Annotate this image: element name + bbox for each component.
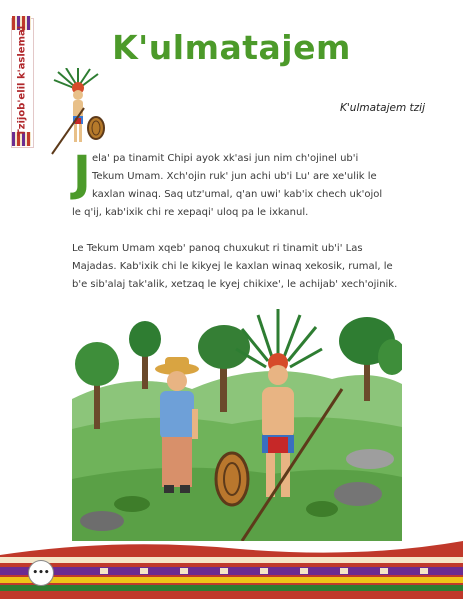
drop-cap: J <box>73 146 91 202</box>
paragraph1-line4: le q'ij, kab'ixik chi re xepaqi' uloq pa le ixkanul. <box>72 207 309 218</box>
page-title: K'ulmatajem <box>112 28 351 67</box>
subtitle: K'ulmatajem tzij <box>340 102 425 114</box>
paragraph1-line2: Tekum Umam. Xch'ojin ruk' jun achi ub'i Lu' are xe'ulik le <box>92 171 377 182</box>
paragraph1-line1: ela' pa tinamit Chipi ayok xk'asi jun nim ch'ojinel ub'i <box>92 153 359 164</box>
page-number: ••• <box>28 560 54 586</box>
paragraph2: Le Tekum Umam xqeb' panoq chuxukut ri tinamit ub'i' Las Majadas. Kab'ixik chi le kikyej le kaxlan winaq xekosik, rumal, le b'e sib'alaj tak'alik, xetzaq le kyej chikixe', le achijab' xech'ojinik. <box>72 243 398 290</box>
textile-band <box>0 537 463 599</box>
warrior-small-illustration <box>44 68 110 158</box>
paragraph1-line3: kaxlan winaq. Saq utz'umal, q'an uwi' kab'ix chech uk'ojol <box>92 189 383 200</box>
side-tab-label: Tzijob'elil k'aslemal <box>16 25 28 137</box>
main-illustration <box>72 309 402 541</box>
